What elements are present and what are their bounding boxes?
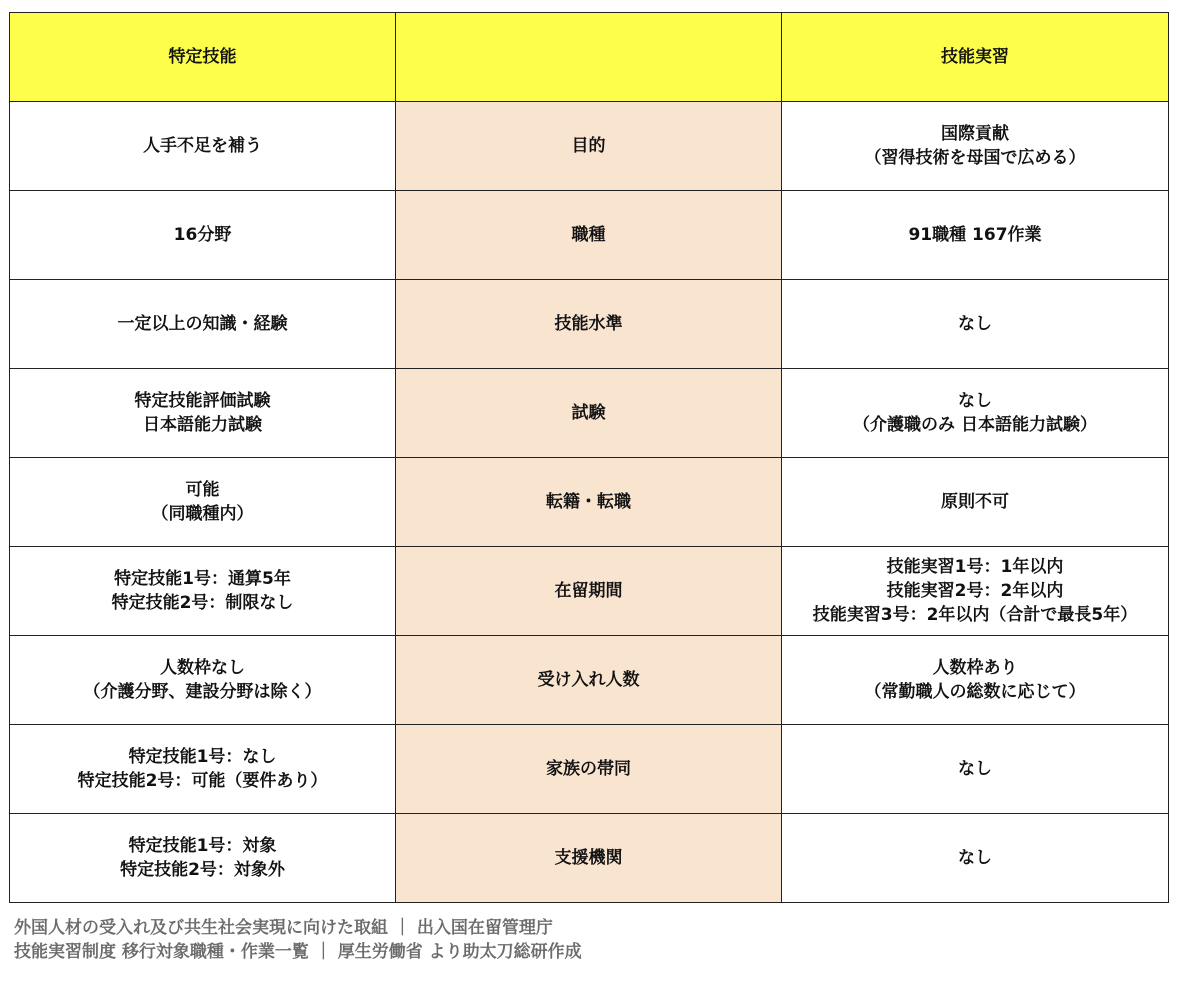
source-note-line-1: 外国人材の受入れ及び共生社会実現に向けた取組 ｜ 出入国在留管理庁 xyxy=(14,918,553,938)
item-cell: 職種 xyxy=(396,191,782,280)
table-row xyxy=(10,547,1169,636)
jisshu-cell: 人数枠あり （常勤職人の総数に応じて） xyxy=(782,636,1169,725)
source-notes xyxy=(14,916,1164,964)
header-ginou-jisshu: 技能実習 xyxy=(782,13,1169,102)
tokutei-cell: 特定技能1号：なし 特定技能2号：可能（要件あり） xyxy=(10,725,396,814)
jisshu-cell: なし xyxy=(782,725,1169,814)
header-item-column xyxy=(396,13,782,102)
table-row xyxy=(10,458,1169,547)
jisshu-cell: 原則不可 xyxy=(782,458,1169,547)
jisshu-cell: 91職種 167作業 xyxy=(782,191,1169,280)
tokutei-cell: 一定以上の知識・経験 xyxy=(10,280,396,369)
item-cell: 家族の帯同 xyxy=(396,725,782,814)
tokutei-cell: 人手不足を補う xyxy=(10,102,396,191)
jisshu-cell: なし xyxy=(782,814,1169,903)
jisshu-cell: 技能実習1号：1年以内 技能実習2号：2年以内 技能実習3号：2年以内（合計で最長5年） xyxy=(782,547,1169,636)
table-row xyxy=(10,369,1169,458)
item-cell: 転籍・転職 xyxy=(396,458,782,547)
table-row xyxy=(10,636,1169,725)
header-tokutei-ginou: 特定技能 xyxy=(10,13,396,102)
table-row xyxy=(10,814,1169,903)
item-cell: 技能水準 xyxy=(396,280,782,369)
table-row xyxy=(10,102,1169,191)
tokutei-cell: 人数枠なし （介護分野、建設分野は除く） xyxy=(10,636,396,725)
table-row xyxy=(10,725,1169,814)
comparison-table xyxy=(9,12,1169,903)
item-cell: 試験 xyxy=(396,369,782,458)
tokutei-cell: 特定技能1号：通算5年 特定技能2号：制限なし xyxy=(10,547,396,636)
tokutei-cell: 16分野 xyxy=(10,191,396,280)
table-row xyxy=(10,280,1169,369)
item-cell: 支援機関 xyxy=(396,814,782,903)
item-cell: 目的 xyxy=(396,102,782,191)
table-row xyxy=(10,191,1169,280)
jisshu-cell: 国際貢献 （習得技術を母国で広める） xyxy=(782,102,1169,191)
source-note-line-2: 技能実習制度 移行対象職種・作業一覧 ｜ 厚生労働省 より助太刀総研作成 xyxy=(14,942,582,962)
table-header-row xyxy=(10,13,1169,102)
item-cell: 受け入れ人数 xyxy=(396,636,782,725)
tokutei-cell: 特定技能1号：対象 特定技能2号：対象外 xyxy=(10,814,396,903)
item-cell: 在留期間 xyxy=(396,547,782,636)
jisshu-cell: なし （介護職のみ 日本語能力試験） xyxy=(782,369,1169,458)
tokutei-cell: 可能 （同職種内） xyxy=(10,458,396,547)
tokutei-cell: 特定技能評価試験 日本語能力試験 xyxy=(10,369,396,458)
jisshu-cell: なし xyxy=(782,280,1169,369)
